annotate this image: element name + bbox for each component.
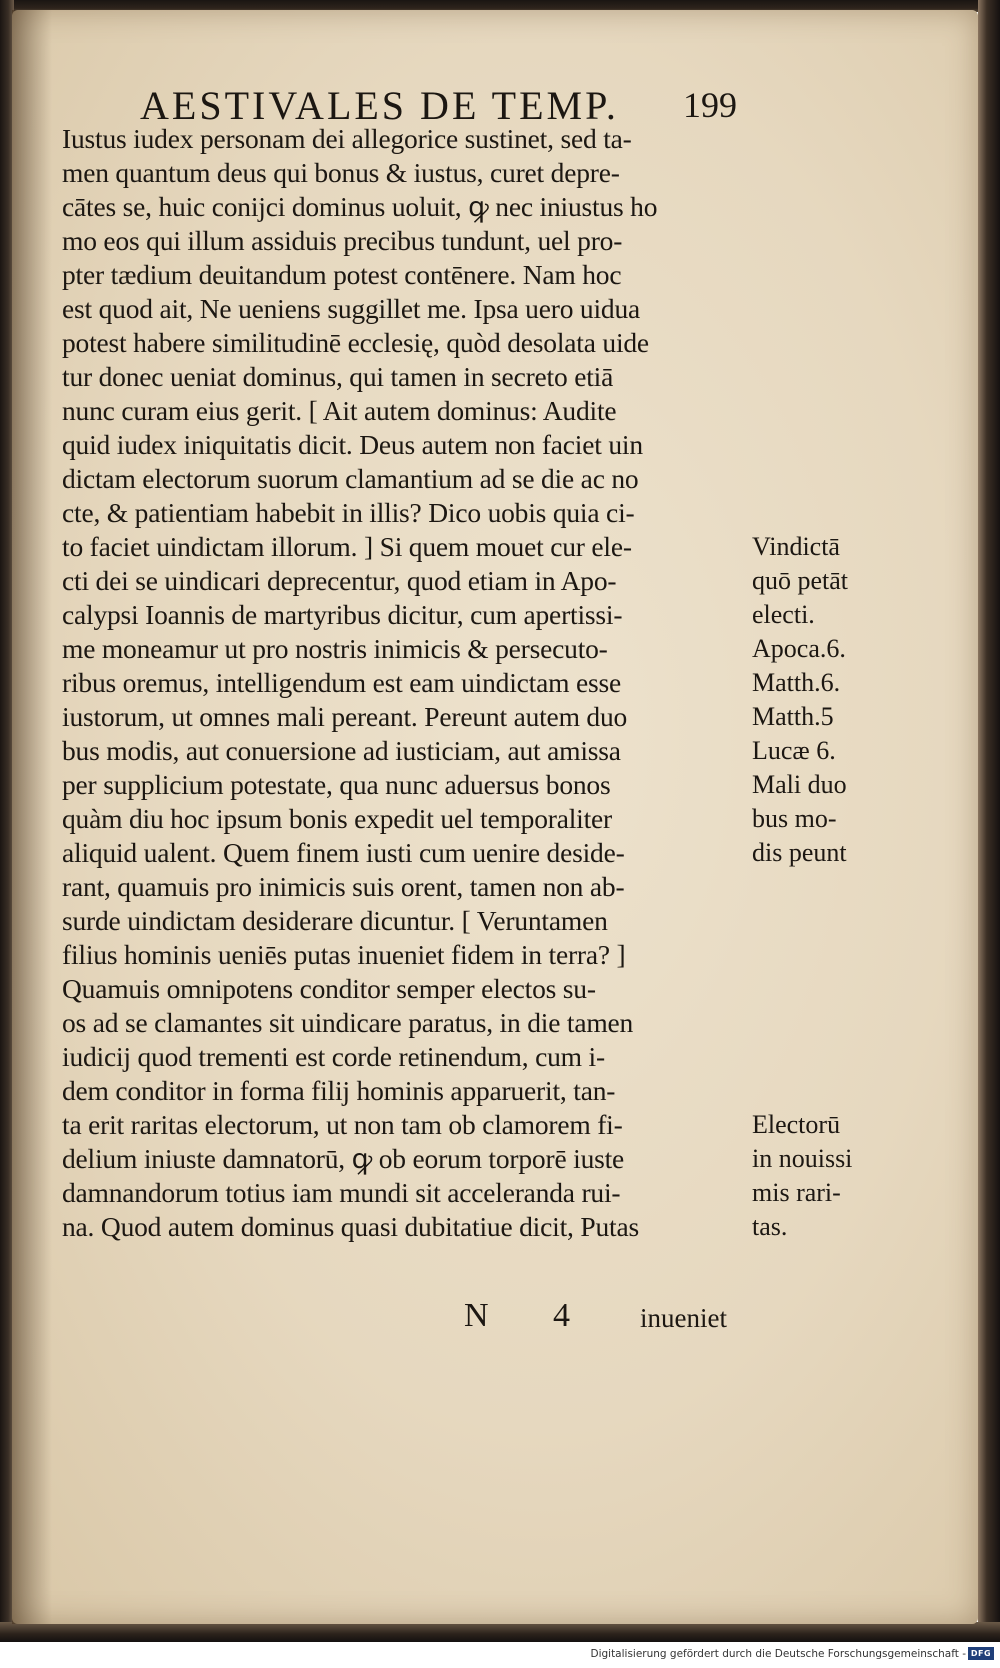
body-line: per supplicium potestate, qua nunc aduersus bonos <box>62 769 611 800</box>
body-line: iustorum, ut omnes mali pereant. Pereunt autem duo <box>62 701 628 732</box>
body-line: pter tædium deuitandum potest contēnere. Nam hoc <box>62 259 622 290</box>
margin-note: Matth.5 <box>752 702 834 731</box>
body-line: dictam electorum suorum clamantium ad se die ac no <box>62 463 639 494</box>
body-line: surde uindictam desiderare dicuntur. [ Veruntamen <box>62 905 608 936</box>
margin-note: Electorū <box>752 1110 841 1139</box>
body-line: men quantum deus qui bonus & iustus, curet depre- <box>62 157 620 188</box>
body-line: potest habere similitudinē ecclesię, quòd desolata uide <box>62 327 649 358</box>
body-line: cti dei se uindicari deprecentur, quod etiam in Apo- <box>62 565 617 596</box>
body-line: nunc curam eius gerit. [ Ait autem dominus: Audite <box>62 395 617 426</box>
body-line: me moneamur ut pro nostris inimicis & persecuto- <box>62 633 608 664</box>
body-line: aliquid ualent. Quem finem iusti cum uenire deside- <box>62 837 625 868</box>
body-line: iudicij quod trementi est corde retinendum, cum i- <box>62 1041 605 1072</box>
margin-note: in nouissi <box>752 1144 853 1173</box>
body-line: na. Quod autem dominus quasi dubitatiue dicit, Putas <box>62 1211 639 1242</box>
body-line: ta erit raritas electorum, ut non tam ob clamorem fi- <box>62 1109 623 1140</box>
signature-mark: N 4 <box>464 1297 599 1334</box>
body-line: est quod ait, Ne ueniens suggillet me. Ipsa uero uidua <box>62 293 641 324</box>
body-line: tur donec ueniat dominus, qui tamen in secreto etiā <box>62 361 614 392</box>
body-line: dem conditor in forma filij hominis apparuerit, tan- <box>62 1075 616 1106</box>
margin-note: electi. <box>752 600 815 629</box>
margin-note: mis rari- <box>752 1178 841 1207</box>
body-line: to faciet uindictam illorum. ] Si quem mouet cur ele- <box>62 531 632 562</box>
margin-note: tas. <box>752 1212 788 1241</box>
body-line: Quamuis omnipotens conditor semper electos su- <box>62 973 596 1004</box>
body-line: Iustus iudex personam dei allegorice sustinet, sed ta- <box>62 123 632 154</box>
body-line: filius hominis ueniēs putas inueniet fidem in terra? ] <box>62 939 626 970</box>
margin-note: Apoca.6. <box>752 634 846 663</box>
body-line: os ad se clamantes sit uindicare paratus, in die tamen <box>62 1007 634 1038</box>
margin-note: quō petāt <box>752 566 849 595</box>
page-number: 199 <box>683 85 737 125</box>
dfg-logo-icon: DFG <box>968 1647 994 1660</box>
margin-note: Vindictā <box>752 532 840 561</box>
body-line: cātes se, huic conijci dominus uoluit, ꝙ nec iniustus ho <box>62 191 658 222</box>
body-line: calypsi Ioannis de martyribus dicitur, cum apertissi- <box>62 599 623 630</box>
body-line: quàm diu hoc ipsum bonis expedit uel temporaliter <box>62 803 613 834</box>
body-line: ribus oremus, intelligendum est eam uindictam esse <box>62 667 621 698</box>
body-line: quid iudex iniquitatis dicit. Deus autem non faciet uin <box>62 429 643 460</box>
body-line: damnandorum totius iam mundi sit acceleranda rui- <box>62 1177 621 1208</box>
catchword: inueniet <box>640 1303 727 1333</box>
running-head: AESTIVALES DE TEMP. <box>140 83 619 128</box>
margin-note: Matth.6. <box>752 668 841 697</box>
margin-note: Mali duo <box>752 770 847 799</box>
margin-note: dis peunt <box>752 838 847 867</box>
margin-note: bus mo- <box>752 804 837 833</box>
body-line: bus modis, aut conuersione ad iusticiam, aut amissa <box>62 735 621 766</box>
body-line: delium iniuste damnatorū, ꝙ ob eorum torporē iuste <box>62 1143 625 1174</box>
funding-credit: Digitalisierung gefördert durch die Deutsche Forschungsgemeinschaft - <box>590 1648 966 1660</box>
margin-note: Lucæ 6. <box>752 736 836 765</box>
body-line: cte, & patientiam habebit in illis? Dico uobis quia ci- <box>62 497 635 528</box>
body-line: rant, quamuis pro inimicis suis orent, tamen non ab- <box>62 871 625 902</box>
body-line: mo eos qui illum assiduis precibus tundunt, uel pro- <box>62 225 623 256</box>
